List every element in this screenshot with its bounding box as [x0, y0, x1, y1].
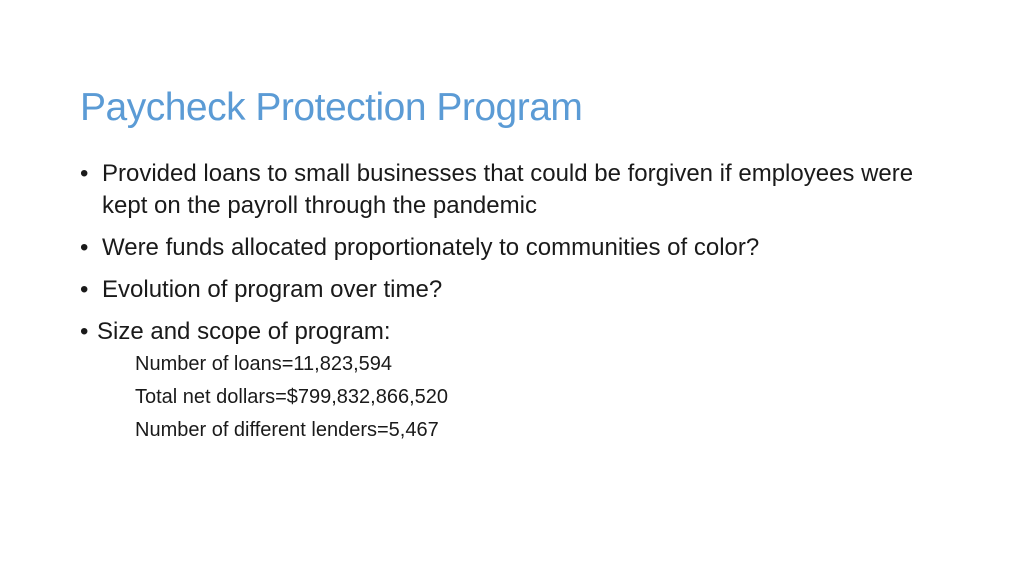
bullet-item: [80, 274, 960, 306]
sub-item-loans: Number of loans=11,823,594: [135, 353, 393, 375]
bullet-text: Were funds allocated proportionately to communities of color?: [102, 234, 760, 261]
sub-item-lenders: Number of different lenders=5,467: [135, 419, 439, 441]
bullet-text: Size and scope of program:: [97, 318, 391, 345]
bullet-dot: •: [80, 318, 89, 345]
bullet-dot: •: [80, 160, 89, 187]
sub-list: [97, 348, 960, 447]
slide-title: Paycheck Protection Program: [80, 86, 583, 129]
bullet-dot: •: [80, 234, 89, 261]
bullet-dot: •: [80, 276, 89, 303]
bullet-item: [80, 158, 960, 222]
bullet-item: [80, 232, 960, 264]
bullet-item: [80, 316, 960, 447]
bullet-text: Provided loans to small businesses that could be forgiven if employees were kept on the payroll through the pandemic: [102, 160, 914, 219]
bullet-list: [80, 158, 960, 457]
sub-item-dollars: Total net dollars=$799,832,866,520: [135, 386, 449, 408]
bullet-text: Evolution of program over time?: [102, 276, 443, 303]
